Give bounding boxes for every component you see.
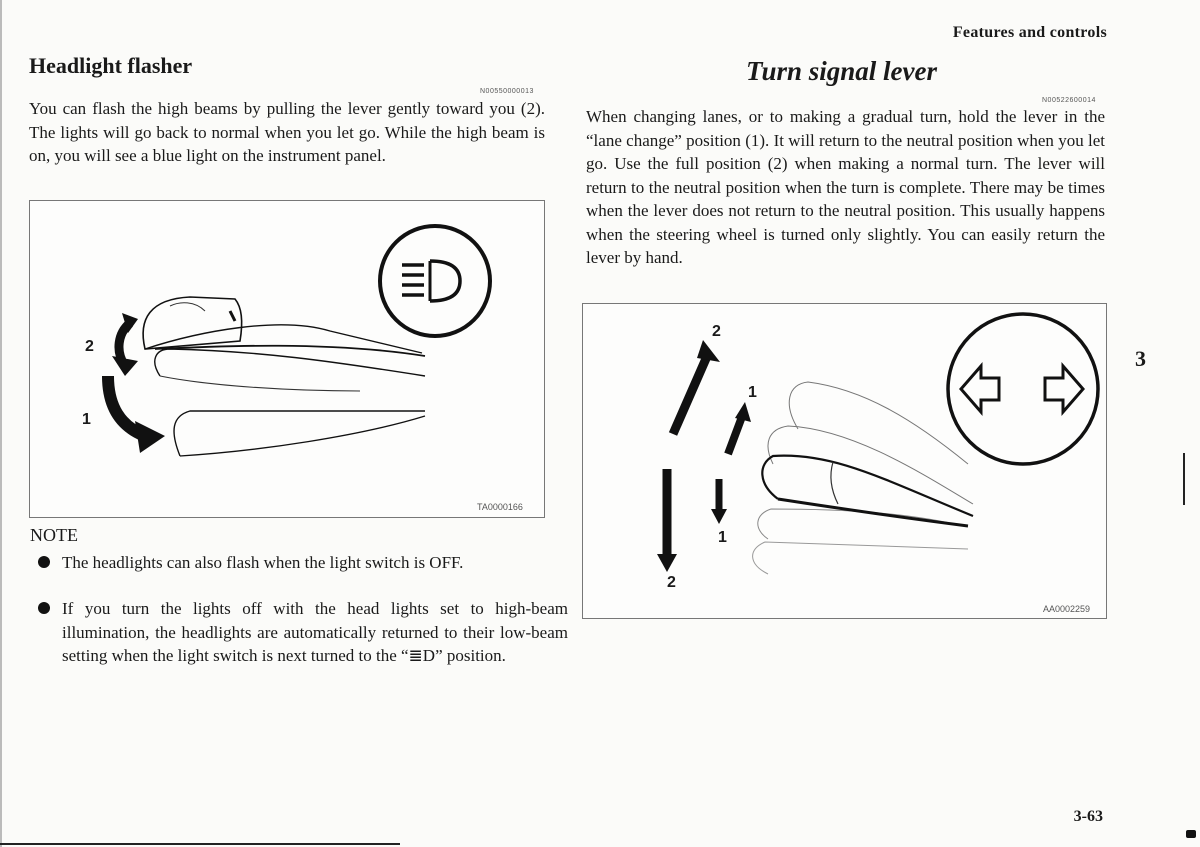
lever-position-upper [143,297,425,356]
arrow-up-1 [728,402,751,454]
note-item-text: The headlights can also flash when the light switch is OFF. [62,553,464,572]
pull-arrow-2 [112,313,138,376]
scan-mark [1186,830,1196,838]
scan-edge-bottom [0,843,400,845]
section-code-left: N00550000013 [480,88,534,95]
chapter-tab-marker [1183,453,1185,505]
figure-label-1-top: 1 [748,384,757,401]
chapter-number: 3 [1135,346,1146,371]
headlight-flasher-figure [29,200,545,518]
page-number: 3-63 [1073,808,1103,825]
scan-edge-left [0,0,2,847]
lever-position-lower [155,349,425,456]
figure-label-2-top: 2 [712,323,721,340]
figure-label-1-bottom: 1 [718,529,727,546]
bullet-icon [38,556,50,568]
turn-signal-lever-illustration [583,304,1106,618]
lever-faded-positions [753,382,973,574]
figure-code-left: TA0000166 [477,502,523,512]
figure-label-2-bottom: 2 [667,574,676,591]
high-beam-indicator-icon [380,226,490,336]
pull-arrow-1 [108,376,165,453]
note-item [38,597,568,668]
arrow-down-1 [711,479,727,524]
headlight-flasher-heading: Headlight flasher [29,53,193,78]
headlight-lever-illustration [30,201,544,517]
arrow-up-2 [673,340,720,434]
turn-signal-figure [582,303,1107,619]
figure-label-1: 1 [82,411,91,428]
note-title: NOTE [30,525,78,545]
note-item-text: If you turn the lights off with the head lights set to high-beam illumination, the headlights are automatically returned to their low-beam setting when the light switch is next turned to the “≣D” position. [62,599,568,665]
turn-signal-paragraph: When changing lanes, or to making a gradual turn, hold the lever in the “lane change” position (1). It will return to the neutral position when you let go. Use the full position (2) when making a normal turn. The lever will return to the neutral position when the turn is complete. There may be times when the lever does not return to the neutral position. This usually happens when the steering wheel is turned only slightly. You can easily return the lever by hand. [586,107,1105,267]
section-code-right: N00522600014 [1042,97,1096,104]
figure-code-right: AA0002259 [1043,604,1091,614]
headlight-flasher-paragraph: You can flash the high beams by pulling the lever gently toward you (2). The lights will go back to normal when you let go. While the high beam is on, you will see a blue light on the instrument panel. [29,99,545,165]
bullet-icon [38,602,50,614]
figure-label-2: 2 [85,338,94,355]
lever-neutral [762,456,973,526]
section-header: Features and controls [952,24,1107,41]
note-item [38,551,568,575]
turn-signal-heading: Turn signal lever [746,56,938,86]
turn-signal-arrows-icon [948,314,1098,464]
arrow-down-2 [657,469,677,572]
